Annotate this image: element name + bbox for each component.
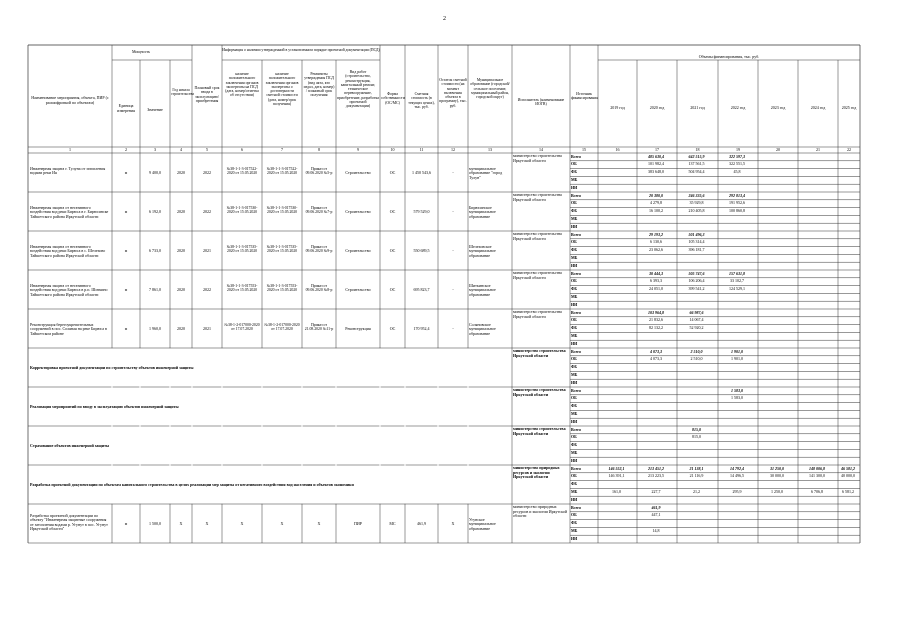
fin-value: 14 496,5 [730, 473, 744, 479]
source-label: ФБ [571, 364, 578, 370]
remaining: - [452, 208, 454, 214]
fin-value: 815,0 [692, 426, 701, 432]
fin-value: 4 073,3 [650, 348, 662, 354]
object-value: 1 960,0 [149, 325, 161, 331]
value-header: Значение [147, 107, 163, 112]
group-title: Корректировка проектной документации по строительству объектов инженерной защиты [30, 364, 194, 370]
fin-value: 1 250,0 [771, 488, 783, 494]
fin-value: 246 335,6 [688, 192, 705, 198]
fin-value: 322 551,5 [729, 161, 745, 167]
municipality: Бирюсинское муниципальное образование [469, 204, 496, 219]
fin-value: 82 132,2 [649, 325, 663, 331]
fin-value: 24 051,0 [649, 286, 663, 292]
object-value: 6 733,0 [149, 247, 161, 253]
work-type-header: Вид работ (строительство, реконструкция, капитальный ремонт, техническое перевооружение, приобретение, разработка проектной документации) [337, 70, 379, 109]
source-label: ИИ [571, 340, 578, 346]
fin-value: 148 006,8 [809, 465, 825, 471]
column-number: 2 [125, 147, 127, 152]
fin-value: 447,1 [651, 512, 661, 518]
year-header: 2020 год [649, 105, 665, 110]
column-number: 18 [695, 147, 700, 152]
executor: министерство строительства Иркутской области [513, 348, 566, 358]
work-type: Строительство [345, 169, 371, 175]
psd-c-header: Реквизиты утверждения ПСД (вид акта, кто издал, дата, номер) / плановый срок получения [303, 72, 335, 98]
source-label: Всего [571, 465, 581, 471]
object-name: Инженерная защита г. Тулуна от затопления водами реки Ия [30, 165, 106, 176]
estimate-header: Сметная стоимость (в текущих ценах), тыс. руб. [408, 92, 435, 109]
column-number: 20 [776, 147, 780, 152]
column-number: 3 [154, 147, 156, 152]
capacity-header: Мощность [131, 49, 151, 54]
executor: министерство строительства Иркутской области [513, 192, 562, 202]
executor: министерство строительства Иркутской области [513, 387, 566, 397]
ownership: ОС [389, 169, 396, 175]
source-label: МБ [571, 410, 578, 416]
year-header: 2024 год [810, 105, 826, 110]
year-header: 2021 год [690, 105, 705, 110]
work-type: Строительство [345, 286, 371, 292]
object-name: Инженерная защита от негативного воздействия вод реки Бирюса в с. Шелехово Тайшетского района Иркутской области [30, 243, 106, 258]
executor: министерство строительства Иркутской области [513, 153, 562, 163]
executor: министерство строительства Иркутской области [513, 270, 562, 280]
source-label: ИИ [571, 418, 578, 424]
year-start-header: Год начала строительства [171, 88, 194, 97]
object-name: Реконструкция берегоукрепительных сооружений в пос. Соляная на реке Бирюса в Тайшетском районе [30, 321, 107, 336]
remaining: - [452, 286, 454, 292]
object-unit: м [124, 286, 128, 292]
source-label: ОБ [571, 395, 577, 401]
fin-value: 815,0 [692, 434, 701, 440]
fin-value: 504 954,4 [688, 169, 705, 175]
fin-value: 21 138,1 [689, 465, 704, 471]
fin-value: 2 510,0 [690, 348, 703, 354]
fin-value: 46 581,2 [841, 465, 855, 471]
source-label: ИИ [571, 457, 578, 463]
object-unit: м [124, 208, 128, 214]
object-start: 2020 [177, 286, 185, 292]
ownership: ОС [389, 247, 396, 253]
source-label: ИИ [571, 301, 578, 307]
fin-value: 146 391,1 [608, 473, 625, 479]
merge-mask [111, 348, 112, 503]
source-label: ФБ [571, 169, 578, 175]
remaining: - [452, 169, 454, 175]
column-number: 9 [357, 147, 359, 152]
source-label: ОБ [571, 200, 577, 206]
fin-value: 4 073,3 [650, 356, 662, 362]
executor: министерство строительства Иркутской области [513, 309, 562, 319]
fin-value: 16 100,2 [649, 208, 663, 214]
fin-value: 21 116,9 [689, 473, 704, 479]
column-number: 16 [615, 147, 620, 152]
object-value: 9 400,0 [149, 169, 161, 175]
group-title: Страхование объектов инженерной защиты [30, 442, 110, 448]
source-label: МБ [571, 254, 578, 260]
merge-mask [301, 348, 302, 503]
column-number: 17 [655, 147, 659, 152]
remaining: - [452, 247, 454, 253]
fin-value: 31 250,0 [770, 465, 784, 471]
municipality: Угунское муниципальное образование [469, 516, 496, 531]
source-label: ОБ [571, 317, 577, 323]
source-label: Всего [571, 270, 581, 276]
psd-c: Приказ от 09.06.2020 №5-р [305, 166, 333, 175]
source-label: Всего [571, 348, 581, 354]
financing-header: Объемы финансирования, тыс. руб. [698, 54, 760, 59]
fin-value: 29 193,2 [649, 231, 663, 237]
fin-value: 642 515,9 [688, 153, 705, 159]
fin-value: 191 952,6 [729, 200, 745, 206]
fin-value: 14 067,4 [689, 317, 704, 323]
fin-value: 213 451,2 [648, 465, 664, 471]
source-label: ФБ [571, 208, 578, 214]
source-label: ФБ [571, 481, 578, 487]
object-end: 2022 [203, 208, 211, 214]
source-label: Всего [571, 231, 581, 237]
estimate: 1 450 543,6 [412, 169, 431, 175]
fin-value: 2 510,0 [690, 356, 703, 362]
merge-mask [261, 348, 262, 503]
fin-value: 383 648,0 [648, 169, 664, 175]
source-label: ИИ [571, 184, 578, 190]
source-label: ОБ [571, 356, 577, 362]
work-type: Реконструкция [345, 325, 371, 331]
merge-mask [437, 348, 438, 503]
source-label: ФБ [571, 442, 578, 448]
psd-a: №38-1-1-3-017553-2020 от 15.05.2020 [226, 283, 258, 292]
source-label: Всего [571, 309, 581, 315]
object-unit: м [124, 520, 128, 526]
ownership: ОС [389, 208, 396, 214]
fin-value: 14 792,4 [730, 465, 744, 471]
executor: министерство природных ресурсов и экологии Иркутской области [513, 465, 560, 480]
executor-header: Исполнитель (наименование ИОГВ) [517, 98, 565, 107]
object-end: 2021 [203, 325, 211, 331]
psd-a: №38-1-2-017000-2020 от 17.07.2020 [224, 322, 260, 331]
object-psd-c: Х [317, 520, 321, 526]
column-number: 4 [180, 147, 182, 152]
estimate: 170 952,4 [413, 325, 430, 331]
fin-value: 6 130,6 [650, 239, 662, 245]
fin-value: 227,7 [651, 488, 661, 494]
fin-value: 20 380,0 [649, 192, 663, 198]
source-label: ФБ [571, 325, 578, 331]
merge-mask [221, 348, 222, 503]
fin-value: 66 987,6 [689, 309, 704, 315]
object-unit: м [124, 247, 128, 253]
object-end: 2021 [203, 247, 211, 253]
object-end: 2022 [203, 169, 211, 175]
source-label: ИИ [571, 223, 578, 229]
psd-b: №38-1-2-017000-2020 от 17.07.2020 [264, 322, 300, 331]
fin-value: 106 206,4 [688, 278, 705, 284]
fin-value: 45,8 [733, 169, 741, 175]
object-psd-a: Х [240, 520, 244, 526]
remaining-header: Остаток сметной стоимости (на момент включения объекта в программу), тыс. руб. [439, 78, 467, 108]
fin-value: 505 747,6 [688, 270, 705, 276]
municipality: муниципальное образование "город Тулун" [469, 165, 503, 180]
source-label: МБ [571, 293, 578, 299]
source-label: МБ [571, 215, 578, 221]
fin-value: 213 223,5 [648, 473, 664, 479]
fin-value: 1 583,0 [731, 395, 743, 401]
psd-a: №38-1-1-3-017530-2020 от 15.05.2020 [226, 205, 258, 214]
fin-value: 461,9 [651, 504, 661, 510]
column-number: 14 [539, 147, 543, 152]
object-value: 7 861,0 [149, 286, 161, 292]
psd-b: №38-1-1-3-017553-2020 от 15.05.2020 [266, 283, 298, 292]
source-label: МБ [571, 176, 578, 182]
psd-a: №38-1-1-3-017522-2020 от 15.05.2020 [226, 166, 258, 175]
column-number: 13 [488, 147, 492, 152]
source-label: Всего [571, 504, 581, 510]
source-label: ФБ [571, 247, 578, 253]
object-end: 2022 [203, 286, 211, 292]
source-label: Всего [571, 426, 581, 432]
merge-mask [467, 348, 468, 503]
source-label: ОБ [571, 473, 577, 479]
year-header: 2022 год [730, 105, 746, 110]
source-label: ОБ [571, 239, 577, 245]
fin-value: 100 860,8 [729, 208, 745, 214]
fin-value: 124 529,1 [729, 286, 745, 292]
fin-value: 40 000,0 [841, 473, 855, 479]
fin-value: 103 964,8 [648, 309, 664, 315]
fin-value: 23 062,6 [649, 247, 663, 253]
object-start: 2020 [177, 247, 185, 253]
source-label: ИИ [571, 262, 578, 268]
fin-value: 399 541,2 [688, 286, 705, 292]
object-start: 2020 [177, 169, 185, 175]
psd-a: №38-1-1-3-017535-2020 от 15.05.2020 [226, 244, 258, 253]
source-label: ИИ [571, 496, 578, 502]
fin-value: 1 901,0 [731, 348, 743, 354]
column-number: 5 [206, 147, 208, 152]
group-title: Разработка проектной документации по объектам капитального строительства в целях реализации мер защиты от негативного воздействия вод населения и объектов экономики [30, 481, 354, 487]
work-type: Строительство [345, 208, 371, 214]
name-header: Наименование мероприятия, объекта, ПИР (с расшифровкой по объектам) [31, 95, 109, 105]
merge-mask [169, 348, 170, 503]
object-unit: м [124, 325, 128, 331]
column-number: 21 [816, 147, 820, 152]
merge-mask [191, 348, 192, 503]
page-number: 2 [443, 16, 446, 22]
remaining: - [452, 325, 454, 331]
fin-value: 501 496,3 [688, 231, 705, 237]
year-header: 2025 год [841, 105, 857, 110]
executor: министерство строительства Иркутской области [513, 426, 566, 436]
fin-value: 21,2 [693, 488, 700, 494]
merge-mask [139, 348, 140, 503]
fin-value: 210 405,8 [688, 208, 705, 214]
object-start: 2020 [177, 208, 185, 214]
work-type: Строительство [345, 247, 371, 253]
object-unit: м [124, 169, 128, 175]
fin-value: 295,9 [732, 488, 742, 494]
psd-b: №38-1-1-3-017535-2020 от 15.05.2020 [266, 244, 298, 253]
column-number: 19 [736, 147, 740, 152]
year-end-header: Плановый срок ввода в эксплуатацию/приобретения [194, 86, 220, 103]
column-number: 15 [582, 147, 586, 152]
estimate: 695 823,7 [413, 286, 430, 292]
fin-value: 101 982,4 [648, 161, 664, 167]
unit-header: Единица измерения [117, 103, 135, 113]
municipality-header: Муниципальное образование (городской/сельское поселение, муниципальный район, городской округ) [470, 78, 510, 100]
fin-value: 21 832,6 [649, 317, 663, 323]
source-label: ИИ [571, 379, 578, 385]
object-remaining: Х [451, 520, 455, 526]
source-label: Всего [571, 192, 581, 198]
column-number: 7 [281, 147, 283, 152]
estimate: 550 689,5 [413, 247, 430, 253]
source-label: ФБ [571, 520, 578, 526]
source-label: МБ [571, 332, 578, 338]
source-label: МБ [571, 488, 578, 494]
ownership-header: Форма собственности (ОС/МС) [381, 92, 405, 105]
fin-value: 322 597,3 [729, 153, 745, 159]
object-value: 6 192,0 [149, 208, 161, 214]
fin-value: 6 706,8 [811, 488, 823, 494]
fin-value: 30 444,3 [649, 270, 663, 276]
object-own: МС [389, 520, 396, 526]
source-label: Всего [571, 153, 581, 159]
psd-c: Приказ от 09.06.2020 №8-р [305, 283, 333, 292]
source-label: ФБ [571, 286, 578, 292]
column-number: 22 [847, 147, 851, 152]
fin-value: 33 102,7 [730, 278, 744, 284]
source-label: МБ [571, 371, 578, 377]
object-work: ПИР [353, 520, 362, 526]
source-label: Всего [571, 387, 581, 393]
fin-value: 6 581,2 [842, 488, 854, 494]
source-label: МБ [571, 449, 578, 455]
source-label: МБ [571, 527, 578, 533]
fin-value: 35 929,8 [689, 200, 704, 206]
object-estimate: 461,9 [417, 520, 426, 526]
column-number: 8 [318, 147, 320, 152]
fin-value: 396 181,7 [688, 247, 705, 253]
psd-b: №38-1-1-3-017530-2020 от 15.05.2020 [266, 205, 298, 214]
psd-b: №38-1-1-3-017522-2020 от 15.05.2020 [266, 166, 298, 175]
fin-value: 1 901,0 [731, 356, 743, 362]
object-name: Инженерная защита от негативного воздействия вод реки Бирюса в г. Бирюсинске Тайшетского района Иркутской области [30, 204, 109, 219]
object-name: Инженерная защита от негативного воздействия вод реки Бирюса в р.п. Шиткино Тайшетского района Иркутской области [30, 282, 108, 297]
source-label: ОБ [571, 161, 577, 167]
fin-value: 141 300,0 [809, 473, 825, 479]
municipality: Шиткинское муниципальное образование [469, 282, 496, 297]
fin-value: 4 279,8 [650, 200, 662, 206]
fin-value: 30 000,0 [770, 473, 784, 479]
ownership: ОС [389, 325, 396, 331]
psd-a-header: наличие положительного заключения органов экспертизы на ПСД (дата, номер/отметка об отсутствии) [225, 72, 259, 98]
psd-c: Приказ от 09.06.2020 №9-р [305, 244, 333, 253]
merge-mask [335, 348, 336, 503]
municipality: Шелеховское муниципальное образование [469, 243, 496, 258]
object-psd-b: Х [280, 520, 284, 526]
source-label: ОБ [571, 434, 577, 440]
source-label: ИИ [571, 535, 578, 541]
group-title: Реализация мероприятий по вводу в эксплуатацию объектов инженерной защиты [30, 403, 179, 409]
object-value: 1 500,0 [149, 520, 161, 526]
source-header: Источник финансирования [571, 92, 598, 101]
executor: министерство строительства Иркутской области [513, 231, 562, 241]
fin-value: 292 813,4 [729, 192, 745, 198]
ownership: ОС [389, 286, 396, 292]
executor: министерство природных ресурсов и экологии Иркутской области [513, 504, 567, 519]
fin-value: 146 552,1 [608, 465, 625, 471]
year-header: 2023 год [770, 105, 786, 110]
merge-mask [404, 348, 405, 503]
fin-value: 14,8 [652, 527, 660, 533]
object-end: Х [205, 520, 209, 526]
psd-b-header: наличие положительного заключения органов экспертизы о достоверности сметной стоимости (дата, номер/срок получения) [265, 72, 299, 107]
object-start: Х [179, 520, 183, 526]
column-number: 11 [419, 147, 424, 152]
column-number: 10 [390, 147, 395, 152]
source-label: ОБ [571, 278, 577, 284]
source-label: ОБ [571, 512, 577, 518]
merge-mask [379, 348, 380, 503]
fin-value: 485 630,4 [648, 153, 664, 159]
psd-c: Приказ от 21.08.2020 №11-р [304, 322, 334, 331]
fin-value: 157 631,8 [729, 270, 745, 276]
column-number: 12 [451, 147, 455, 152]
estimate: 579 529,0 [413, 208, 430, 214]
municipality: Соляновское муниципальное образование [469, 321, 496, 336]
column-number: 1 [69, 147, 71, 152]
object-start: 2020 [177, 325, 185, 331]
fin-value: 52 920,2 [689, 325, 704, 331]
source-label: ФБ [571, 403, 578, 409]
column-number: 6 [241, 147, 243, 152]
year-header: 2019 год [610, 105, 625, 110]
fin-value: 161,0 [612, 488, 621, 494]
psd-c: Приказ от 09.06.2020 №7-р [305, 205, 333, 214]
fin-value: 105 314,4 [688, 239, 705, 245]
fin-value: 1 583,0 [731, 387, 743, 393]
fin-value: 6 393,3 [650, 278, 662, 284]
fin-value: 137 561,5 [688, 161, 705, 167]
object-name: Разработка проектной документации по объекту "Инженерная защитные сооружения от затопления водами р. Угунут в пос. Угунут Иркутской области" [30, 512, 108, 532]
psd-group-header: Информация о наличии утвержденной в установленном порядке проектной документации (ПСД) [222, 48, 380, 52]
